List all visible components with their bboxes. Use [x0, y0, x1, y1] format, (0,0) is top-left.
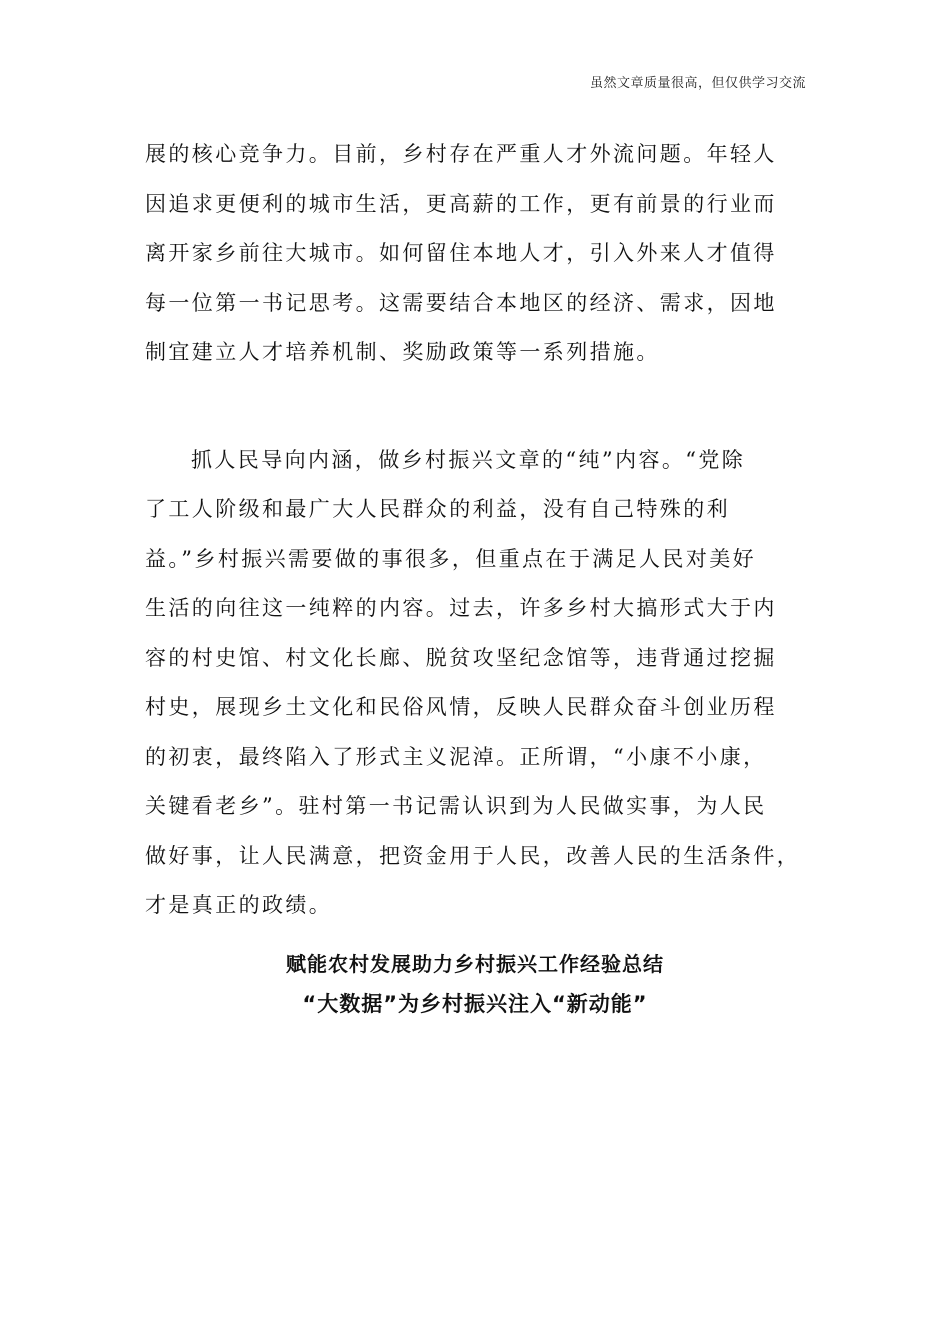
paragraph-talent [145, 130, 810, 378]
paragraph-line: 因追求更便利的城市生活，更高薪的工作，更有前景的行业而 [145, 191, 777, 216]
paragraph-line: 益。”乡村振兴需要做的事很多，但重点在于满足人民对美好 [145, 546, 757, 571]
paragraph-line: 展的核心竞争力。目前，乡村存在严重人才外流问题。年轻人 [145, 142, 777, 166]
paragraph-line: 村史，展现乡土文化和民俗风情，反映人民群众奋斗创业历程 [145, 695, 777, 719]
paragraph-line: 制宜建立人才培养机制、奖励政策等一系列措施。 [145, 340, 660, 364]
paragraph-line: 才是真正的政绩。 [145, 893, 333, 917]
document-title: 赋能农村发展助力乡村振兴工作经验总结 [286, 952, 664, 976]
paragraph-line: 了工人阶级和最广大人民群众的利益，没有自己特殊的利 [145, 497, 730, 521]
paragraph-people-oriented [145, 436, 810, 931]
paragraph-line: 做好事，让人民满意，把资金用于人民，改善人民的生活条件， [145, 843, 801, 868]
paragraph-line: 关键看老乡”。驻村第一书记需认识到为人民做实事，为人民 [145, 794, 767, 818]
paragraph-line: 容的村史馆、村文化长廊、脱贫攻坚纪念馆等，违背通过挖掘 [145, 645, 777, 670]
document-subtitle: “大数据”为乡村振兴注入“新动能” [302, 992, 648, 1016]
paragraph-line: 离开家乡前往大城市。如何留住本地人才，引入外来人才值得 [145, 241, 777, 265]
paragraph-line: 的初衷，最终陷入了形式主义泥淖。正所谓，“小康不小康， [145, 744, 767, 769]
document-body [145, 130, 810, 931]
header-disclaimer: 虽然文章质量很高，但仅供学习交流 [589, 76, 806, 91]
paragraph-spacer [145, 378, 810, 436]
paragraph-line: 每一位第一书记思考。这需要结合本地区的经济、需求，因地 [145, 290, 777, 315]
paragraph-line: 抓人民导向内涵，做乡村振兴文章的“纯”内容。“党除 [191, 447, 746, 472]
paragraph-line: 生活的向往这一纯粹的内容。过去，许多乡村大搞形式大于内 [145, 596, 777, 620]
